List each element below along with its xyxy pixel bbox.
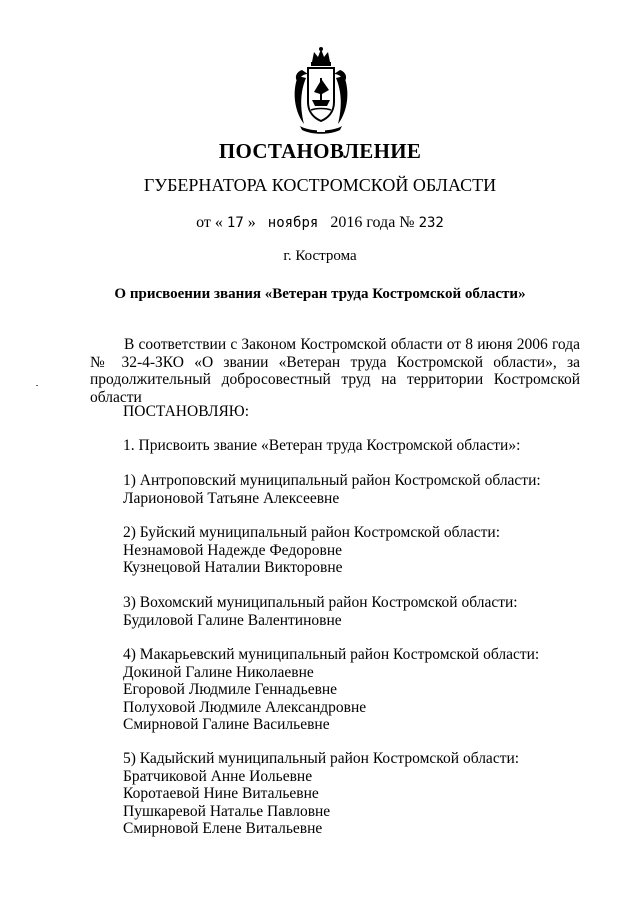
person-name: Докиной Галине Николаевне bbox=[123, 663, 314, 681]
date-year: 2016 года № bbox=[330, 214, 415, 231]
district-block bbox=[123, 524, 500, 577]
district-heading: 1) Антроповский муниципальный район Костромской области: bbox=[123, 472, 541, 489]
person-name: Смирновой Галине Васильевне bbox=[123, 716, 330, 733]
person-name: Незнамовой Надежде Федоровне bbox=[123, 541, 342, 559]
district-heading: 3) Вохомский муниципальный район Костромской области: bbox=[123, 594, 518, 611]
district-heading: 4) Макарьевский муниципальный район Костромской области: bbox=[123, 646, 540, 663]
person-name: Полуховой Людмиле Александровне bbox=[123, 698, 367, 716]
decree-word: ПОСТАНОВЛЯЮ: bbox=[123, 403, 250, 420]
person-name: Коротаевой Нине Витальевне bbox=[123, 785, 319, 802]
margin-mark bbox=[36, 385, 38, 386]
kostroma-coat-of-arms-icon bbox=[290, 46, 352, 136]
document-city: г. Кострома bbox=[283, 248, 357, 264]
document-title: ПОСТАНОВЛЕНИЕ bbox=[218, 139, 422, 163]
district-heading: 5) Кадыйский муниципальный район Костромской области: bbox=[123, 750, 520, 767]
district-block bbox=[123, 646, 539, 734]
person-name: Смирновой Елене Витальевне bbox=[123, 820, 323, 837]
intro-text: В соответствии с Законом Костромской области от 8 июня 2006 года № 32-4-ЗКО «О звании «Ветеран труда Костромской области», за продолжительный добросовестный труд на территории Костромской области bbox=[90, 336, 580, 406]
intro-paragraph bbox=[90, 336, 580, 406]
district-block bbox=[123, 594, 518, 629]
document-subject: О присвоении звания «Ветеран труда Костромской области» bbox=[114, 286, 526, 302]
person-name: Кузнецовой Наталии Викторовне bbox=[123, 559, 343, 576]
item-1: 1. Присвоить звание «Ветеран труда Костромской области»: bbox=[123, 437, 521, 454]
date-month: ноября bbox=[267, 215, 319, 231]
district-heading: 2) Буйский муниципальный район Костромской области: bbox=[123, 524, 501, 541]
person-name: Пушкаревой Наталье Павловне bbox=[123, 802, 331, 820]
date-day: 17 bbox=[226, 215, 244, 231]
district-block bbox=[123, 472, 541, 507]
person-name: Будиловой Галине Валентиновне bbox=[123, 611, 342, 629]
document-number: 232 bbox=[418, 215, 444, 231]
district-block bbox=[123, 750, 519, 838]
date-prefix: от « bbox=[196, 214, 223, 231]
person-name: Ларионовой Татьяне Алексеевне bbox=[123, 489, 340, 507]
date-mid: » bbox=[247, 214, 256, 231]
person-name: Братчиковой Анне Иольевне bbox=[123, 767, 313, 785]
document-date-line bbox=[0, 214, 640, 232]
document-subtitle: ГУБЕРНАТОРА КОСТРОМСКОЙ ОБЛАСТИ bbox=[143, 175, 497, 195]
person-name: Егоровой Людмиле Геннадьевне bbox=[123, 681, 338, 698]
